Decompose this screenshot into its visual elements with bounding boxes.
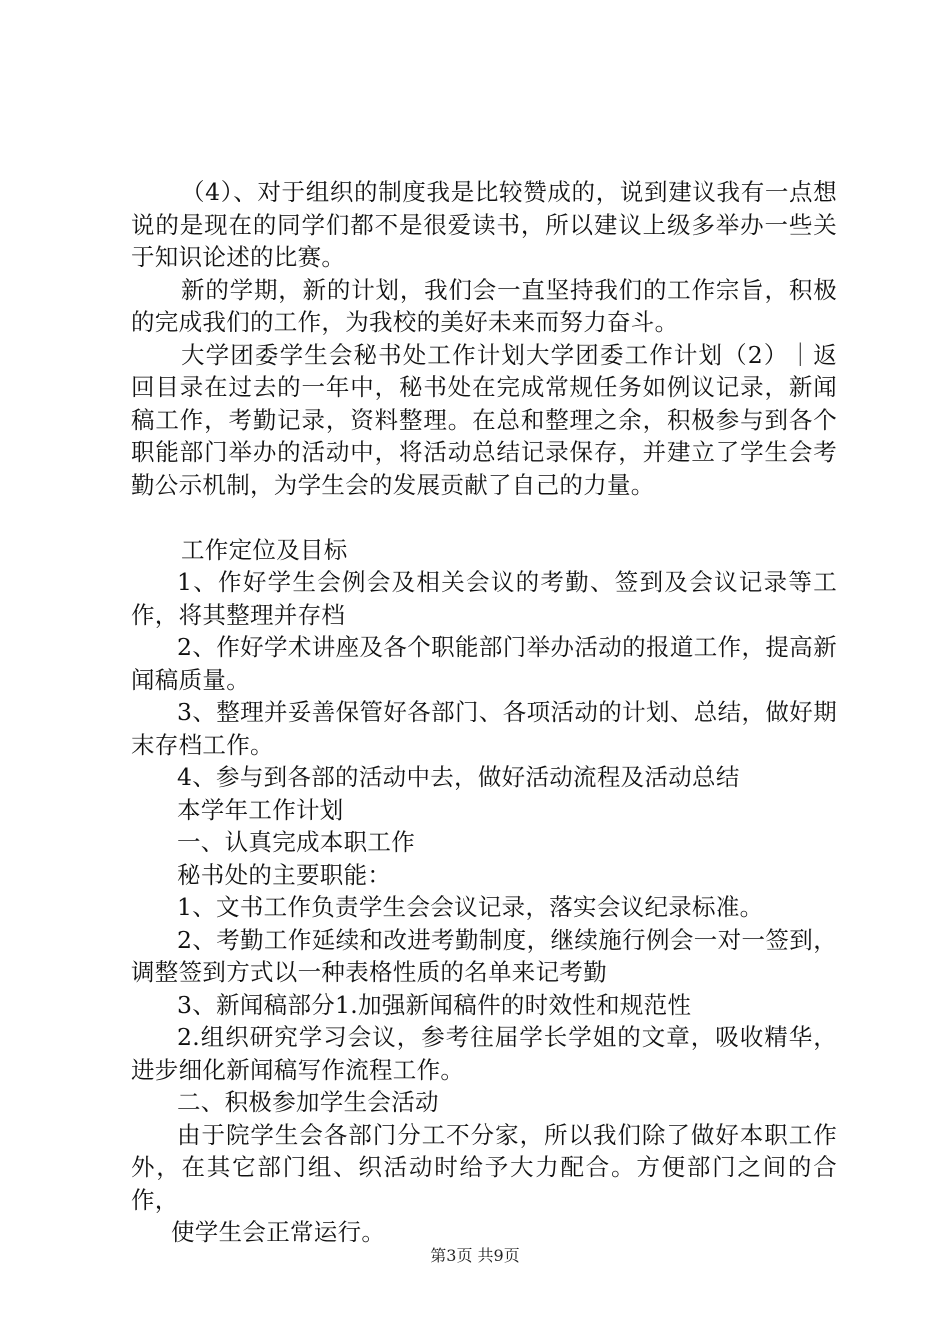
- goal-item-1: 1、作好学生会例会及相关会议的考勤、签到及会议记录等工作，将其整理并存档: [131, 568, 837, 629]
- paragraph-cooperation: 由于院学生会各部门分工不分家，所以我们除了做好本职工作外，在其它部门组、织活动时给予大力配合。方便部门之间的合作，: [131, 1120, 837, 1214]
- heading-main-duties: 秘书处的主要职能：: [177, 860, 392, 889]
- heading-annual-plan: 本学年工作计划: [177, 795, 344, 824]
- page-footer: 第3页 共9页: [430, 1246, 520, 1265]
- paragraph-review: 大学团委学生会秘书处工作计划大学团委工作计划（2）｜返回目录在过去的一年中，秘书处在完成常规任务如例议记录，新闻稿工作，考勤记录，资料整理。在总和整理之余，积极参与到各个职能部门举办的活动中，将活动总结记录保存，并建立了学生会考勤公示机制，为学生会的发展贡献了自己的力量。: [131, 340, 837, 499]
- heading-section-one: 一、认真完成本职工作: [177, 828, 415, 856]
- paragraph-new-semester: 新的学期，新的计划，我们会一直坚持我们的工作宗旨，积极的完成我们的工作，为我校的美好未来而努力奋斗。: [131, 275, 837, 336]
- goal-item-4: 4、参与到各部的活动中去，做好活动流程及活动总结: [177, 763, 740, 791]
- duty-item-2: 2、考勤工作延续和改进考勤制度，继续施行例会一对一签到，调整签到方式以一种表格性质的名单来记考勤: [131, 925, 837, 986]
- duty-item-3-sub-2: 2.组织研究学习会议，参考往届学长学姐的文章，吸收精华，进步细化新闻稿写作流程工作。: [131, 1023, 837, 1084]
- goal-item-3: 3、整理并妥善保管好各部门、各项活动的计划、总结，做好期末存档工作。: [131, 698, 837, 759]
- heading-section-two: 二、积极参加学生会活动: [177, 1088, 439, 1116]
- paragraph-spacer: [131, 501, 837, 534]
- goal-item-2: 2、作好学术讲座及各个职能部门举办活动的报道工作，提高新闻稿质量。: [131, 633, 837, 694]
- paragraph-opinion: （4）、对于组织的制度我是比较赞成的，说到建议我有一点想说的是现在的同学们都不是很爱读书，所以建议上级多举办一些关于知识论述的比赛。: [131, 178, 837, 271]
- duty-item-3: 3、新闻稿部分1.加强新闻稿件的时效性和规范性: [177, 990, 692, 1019]
- paragraph-closing: 使学生会正常运行。: [171, 1218, 386, 1246]
- heading-positioning-goals: 工作定位及目标: [181, 535, 348, 564]
- duty-item-1: 1、文书工作负责学生会会议记录，落实会议纪录标准。: [177, 893, 764, 921]
- document-body: [131, 176, 837, 1249]
